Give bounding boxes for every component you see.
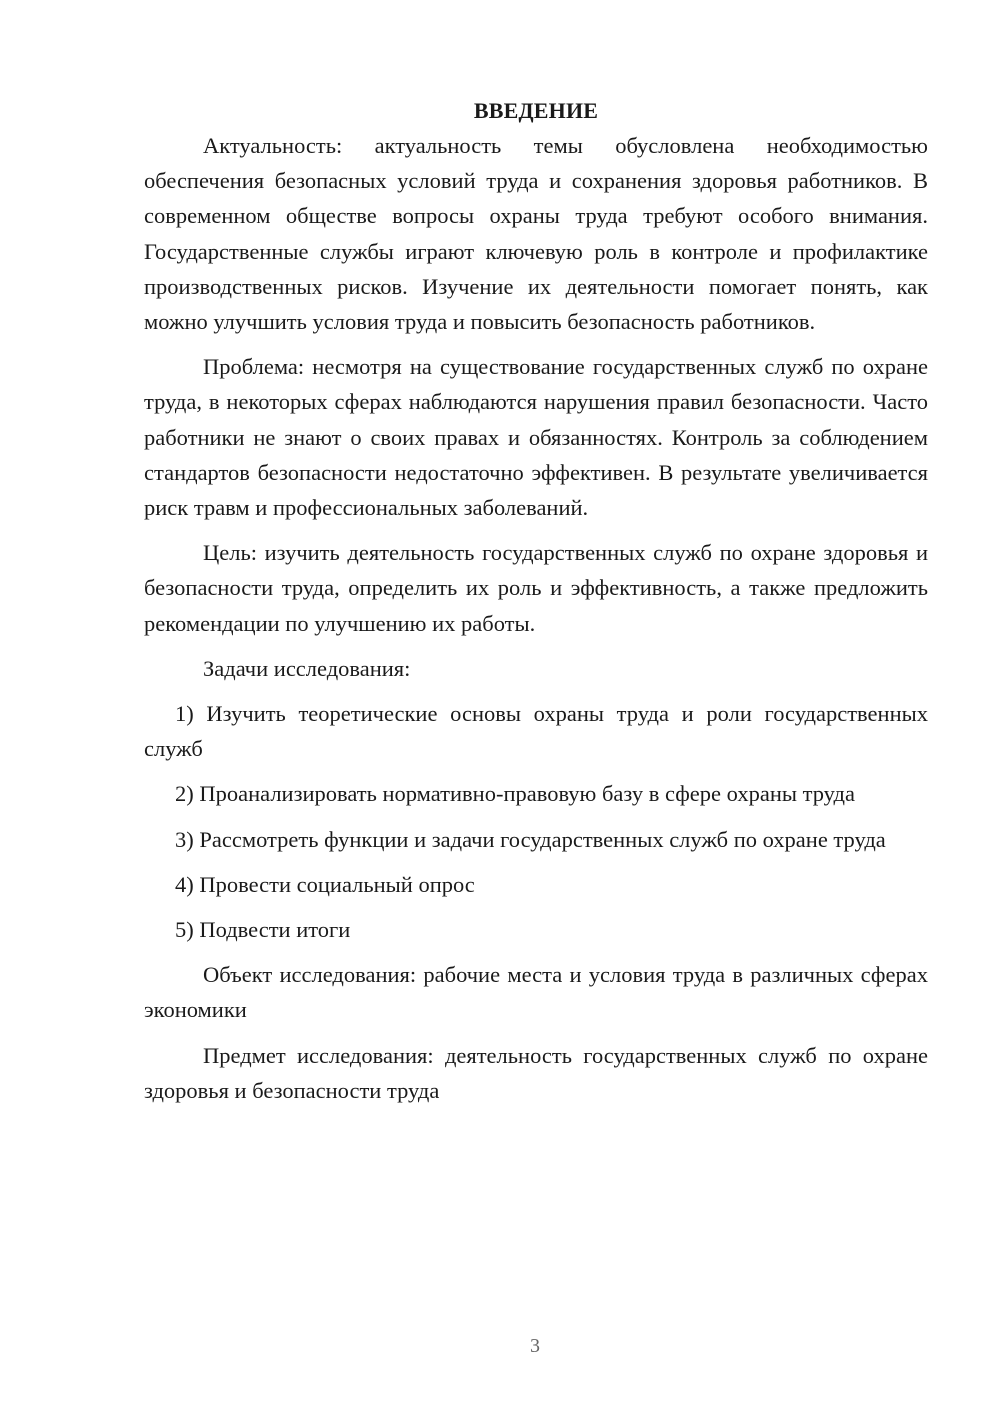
section-title: ВВЕДЕНИЕ xyxy=(473,98,599,123)
tasks-list xyxy=(144,696,928,947)
paragraph-relevance: Актуальность: актуальность темы обусловлена необходимостью обеспечения безопасных условий труда и сохранения здоровья работников. В современном обществе вопросы охраны труда требуют особого внимания. Государственные службы играют ключевую роль в контроле и профилактике производственных рисков. Изучение их деятельности помогает понять, как можно улучшить условия труда и повысить безопасность работников. xyxy=(144,133,928,335)
paragraph-subject: Предмет исследования: деятельность государственных служб по охране здоровья и безопасности труда xyxy=(144,1042,928,1103)
list-item: 5) Подвести итоги xyxy=(175,917,351,943)
list-item: 1) Изучить теоретические основы охраны труда и роли государственных служб xyxy=(144,701,928,762)
paragraph-problem: Проблема: несмотря на существование государственных служб по охране труда, в некоторых сферах наблюдаются нарушения правил безопасности. Часто работники не знают о своих правах и обязанностях. Контроль за соблюдением стандартов безопасности недостаточно эффективен. В результате увеличивается риск травм и профессиональных заболеваний. xyxy=(144,354,928,521)
page-number: 3 xyxy=(530,1335,540,1357)
paragraph-object: Объект исследования: рабочие места и условия труда в различных сферах экономики xyxy=(144,962,928,1023)
list-item: 4) Провести социальный опрос xyxy=(175,871,475,897)
tasks-heading: Задачи исследования: xyxy=(203,655,411,681)
list-item: 3) Рассмотреть функции и задачи государственных служб по охране труда xyxy=(175,826,886,852)
paragraph-goal: Цель: изучить деятельность государственных служб по охране здоровья и безопасности труда, определить их роль и эффективность, а также предложить рекомендации по улучшению их работы. xyxy=(144,540,928,636)
document-page xyxy=(144,96,928,1118)
list-item: 2) Проанализировать нормативно-правовую базу в сфере охраны труда xyxy=(175,781,855,807)
